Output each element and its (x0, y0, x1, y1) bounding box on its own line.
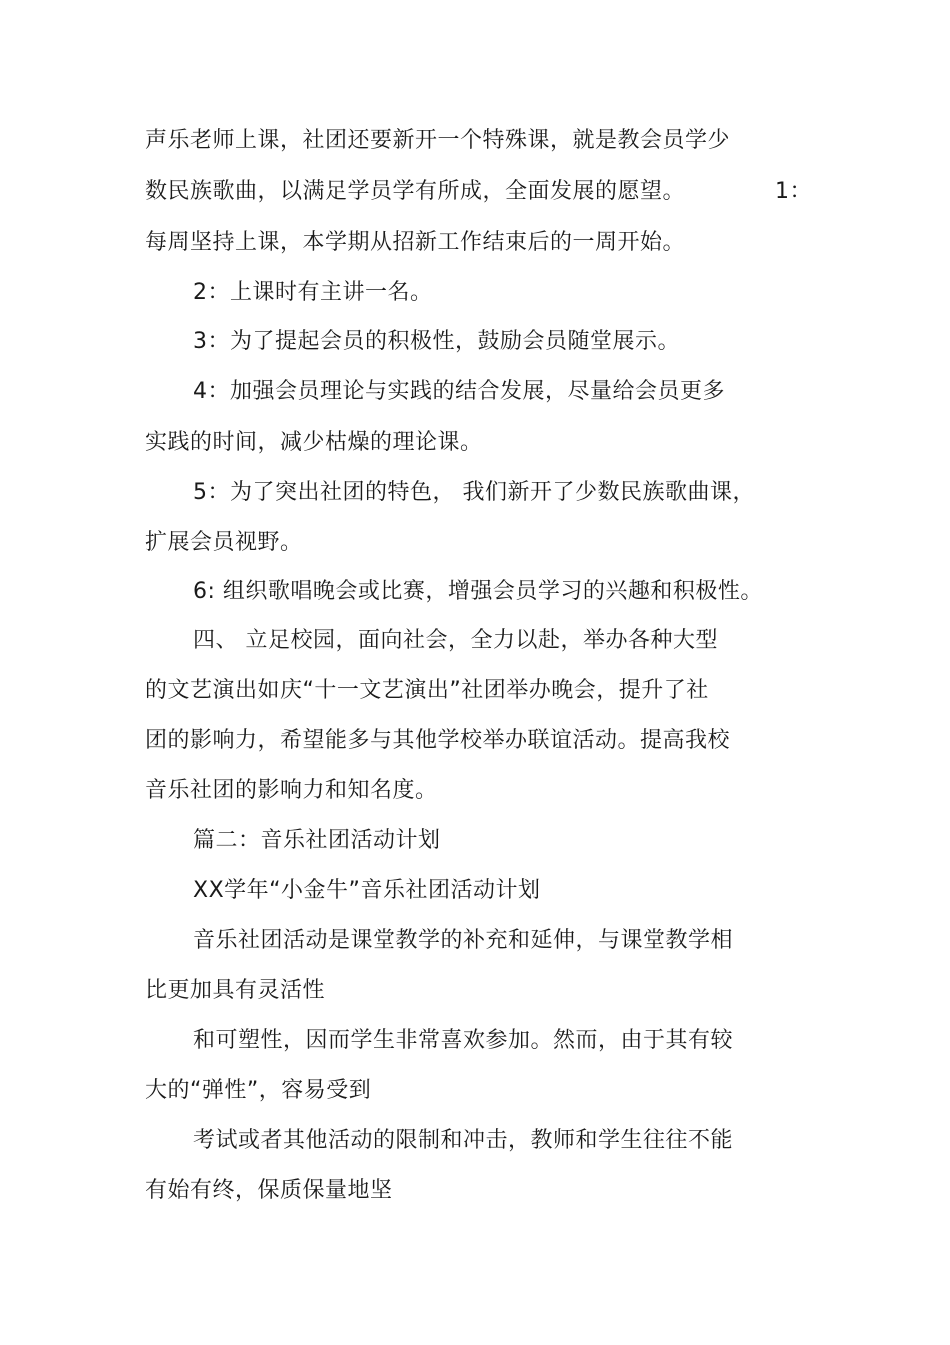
text-line: 有始有终，保质保量地坚 (145, 1178, 393, 1203)
text-line: 团的影响力，希望能多与其他学校举办联谊活动。提高我校 (145, 728, 731, 753)
text-line: 扩展会员视野。 (145, 530, 303, 555)
text-line: 实践的时间，减少枯燥的理论课。 (145, 430, 483, 455)
text-line: 音乐社团活动是课堂教学的补充和延伸，与课堂教学相 (193, 928, 734, 953)
list-item: 3：为了提起会员的积极性，鼓励会员随堂展示。 (193, 329, 680, 354)
text-line: 考试或者其他活动的限制和冲击，教师和学生往往不能 (193, 1128, 734, 1153)
section-paragraph: 四、 立足校园，面向社会，全力以赴，举办各种大型 (193, 628, 718, 653)
list-item: 4：加强会员理论与实践的结合发展，尽量给会员更多 (193, 379, 725, 404)
list-item: 5：为了突出社团的特色， 我们新开了少数民族歌曲课， (193, 480, 755, 505)
text-line: 每周坚持上课，本学期从招新工作结束后的一周开始。 (145, 230, 686, 255)
text-line: 比更加具有灵活性 (145, 978, 326, 1003)
text-line: 数民族歌曲，以满足学员学有所成，全面发展的愿望。 (145, 179, 686, 204)
text-line: 和可塑性，因而学生非常喜欢参加。然而，由于其有较 (193, 1028, 734, 1053)
text-line: 声乐老师上课，社团还要新开一个特殊课，就是教会员学少 (145, 128, 731, 153)
text-line: 音乐社团的影响力和知名度。 (145, 778, 438, 803)
text-line: 的文艺演出如庆“十一文艺演出”社团举办晚会，提升了社 (145, 678, 709, 703)
plan-title: XX学年“小金牛”音乐社团活动计划 (193, 878, 541, 903)
text-line: 大的“弹性”，容易受到 (145, 1078, 372, 1103)
list-number: 1： (775, 179, 812, 204)
chapter-heading: 篇二：音乐社团活动计划 (193, 828, 441, 853)
list-item: 6: 组织歌唱晚会或比赛，增强会员学习的兴趣和积极性。 (193, 579, 763, 604)
list-item: 2：上课时有主讲一名。 (193, 280, 433, 305)
